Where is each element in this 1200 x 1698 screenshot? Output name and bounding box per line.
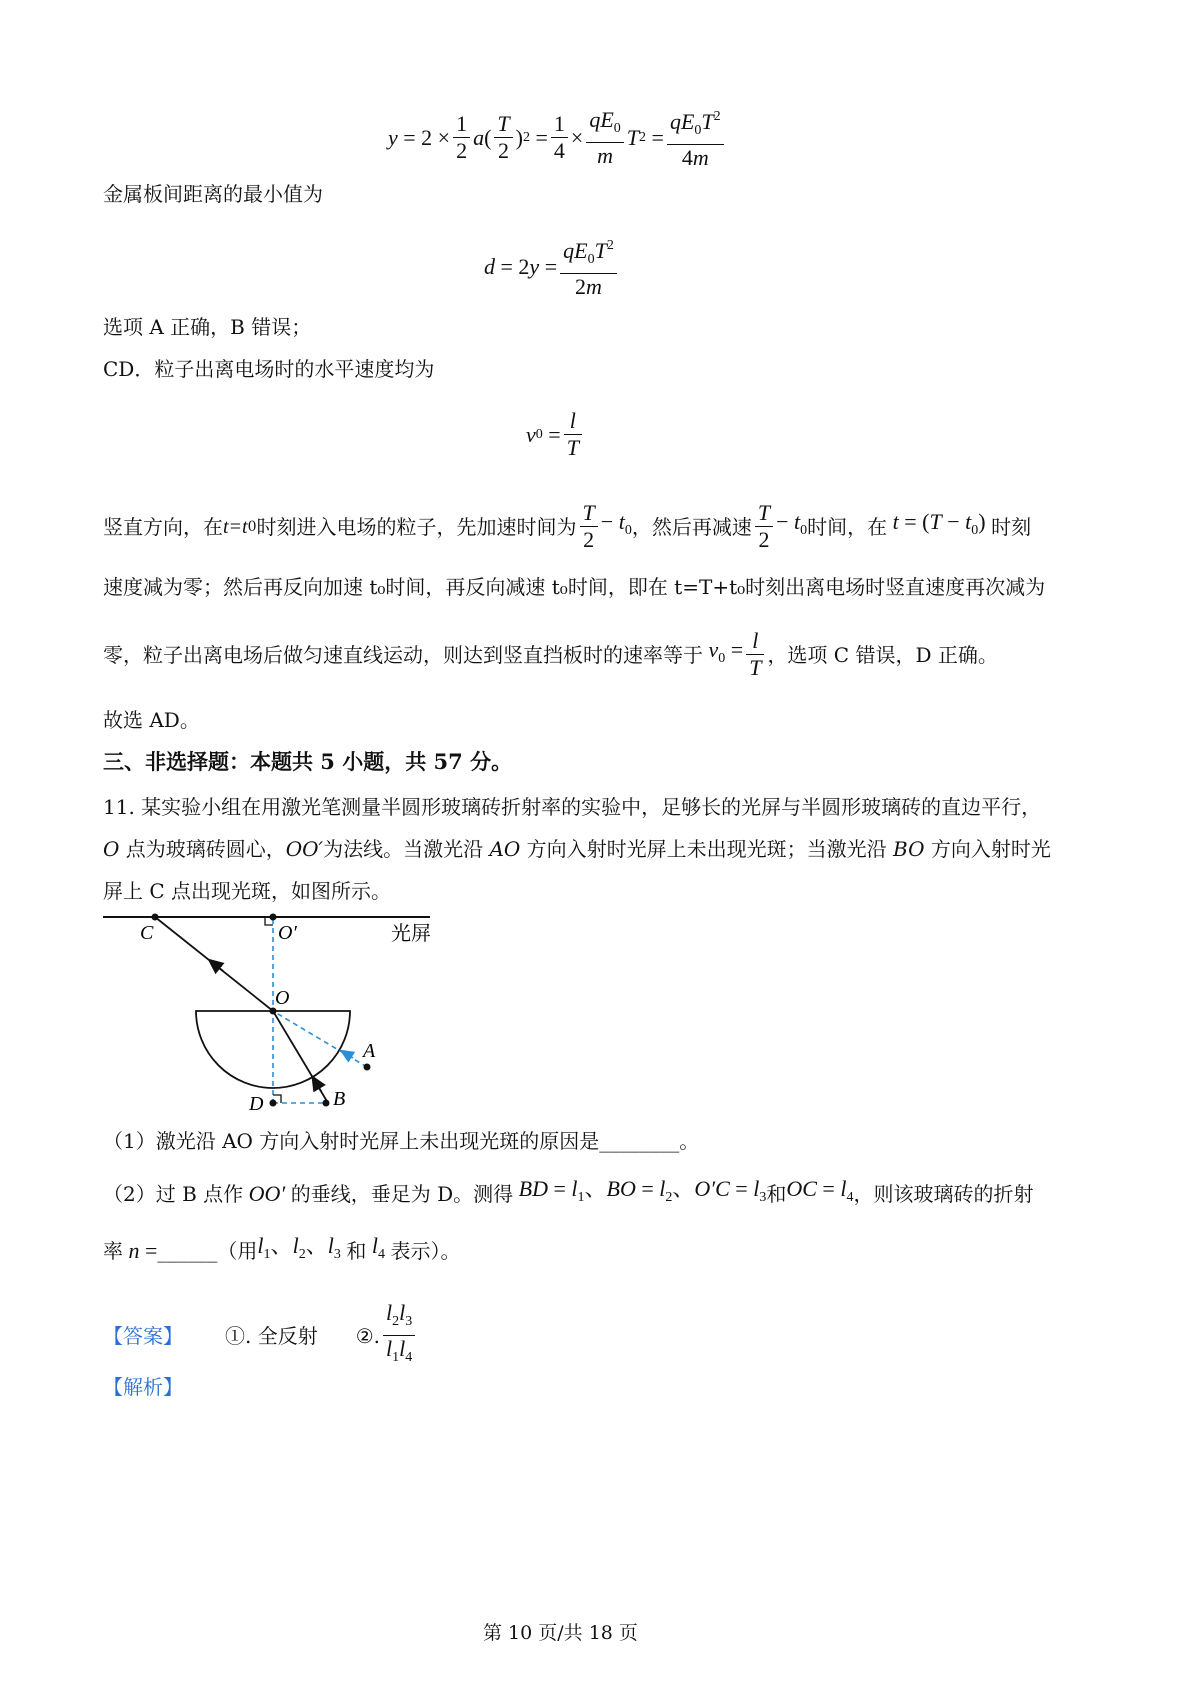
incident-ray-a	[273, 1011, 367, 1067]
label-a: A	[363, 1040, 376, 1062]
option-ab-result: 选项 A 正确，B 错误；	[103, 315, 312, 339]
analysis-tag: 【解析】	[103, 1375, 183, 1399]
equation-y: y = 2 × $\frac{1}{2}$ a ( $\frac{T}{2}$ ) 2 = $\frac{1}{4}$ × $\frac{qE_0}{m}$ T 2 = $\frac{qE_0T^2}{4m}$	[388, 104, 727, 171]
vertical-line-1: 竖直方向，在 t=t 0 时刻进入电场的粒子，先加速时间为 $\frac{T}{2}$ − $t_0$ ，然后再减速 $\frac{T}{2}$ − $t_0$ 时间，在 $t = (T - t_0)$ 时刻	[103, 500, 1032, 552]
label-b: B	[333, 1088, 346, 1110]
label-o-prime: O′	[278, 922, 297, 944]
sub-question-3: 率 n = ______（用 $l_1$、$l_2$、$l_3$ 和 $l_4$ 表示）。	[103, 1233, 461, 1263]
point-c-dot	[152, 914, 159, 921]
vertical-line-2: 速度减为零；然后再反向加速 t₀时间，再反向减速 t₀时间，即在 t=T+t₀时刻出离电场时竖直速度再次减为	[103, 575, 1046, 599]
answer-item-2-prefix: ②.	[355, 1323, 381, 1348]
sub-question-2: （2）过 B 点作 OO′ 的垂线，垂足为 D。测得 BD = $l_1$、BO = $l_2$、$O'C = l_3$ 和 OC = $l_4$ ，则该玻璃砖的折射	[103, 1176, 1034, 1206]
label-c: C	[140, 922, 154, 944]
answer-item-1: ①. 全反射	[225, 1323, 318, 1348]
equation-v0: v 0 = $\frac{l}{T}$	[526, 408, 585, 461]
label-screen: 光屏	[391, 921, 431, 945]
label-o: O	[275, 987, 290, 1009]
label-d: D	[249, 1093, 264, 1115]
equation-d: d = 2 y = $\frac{qE_0T^2}{2m}$	[484, 233, 620, 300]
final-choice: 故选 AD。	[103, 708, 200, 732]
vertical-line-3: 零，粒子出离电场后做匀速直线运动，则达到竖直挡板时的速率等于 $v_0$ = $\frac{l}{T}$ ，选项 C 错误，D 正确。	[103, 628, 998, 680]
question-line-3: 屏上 C 点出现光斑，如图所示。	[103, 879, 392, 903]
page-footer: 第 10 页/共 18 页	[483, 1622, 638, 1644]
cd-intro: CD．粒子出离电场时的水平速度均为	[103, 357, 435, 381]
answer-item-2-fraction: $\frac{l_2l_3}{l_1l_4}$	[383, 1300, 415, 1371]
point-b-dot	[323, 1100, 330, 1107]
point-a-dot	[364, 1064, 371, 1071]
sub-question-1: （1）激光沿 AO 方向入射时光屏上未出现光斑的原因是________。	[103, 1129, 700, 1153]
optics-diagram	[95, 905, 445, 1120]
question-line-1: 11. 某实验小组在用激光笔测量半圆形玻璃砖折射率的实验中，足够长的光屏与半圆形玻璃砖的直边平行，	[103, 795, 1042, 819]
answer-tag: 【答案】	[103, 1323, 183, 1348]
point-d-dot	[270, 1100, 277, 1107]
min-distance-intro: 金属板间距离的最小值为	[103, 182, 323, 206]
answer-line	[103, 1300, 418, 1371]
question-line-2: O 点为玻璃砖圆心，OO′为法线。当激光沿 AO 方向入射时光屏上未出现光斑；当激光沿 BO 方向入射时光	[103, 837, 1051, 861]
point-o-prime-dot	[270, 914, 277, 921]
section-heading: 三、非选择题：本题共 5 小题，共 57 分。	[103, 749, 513, 774]
